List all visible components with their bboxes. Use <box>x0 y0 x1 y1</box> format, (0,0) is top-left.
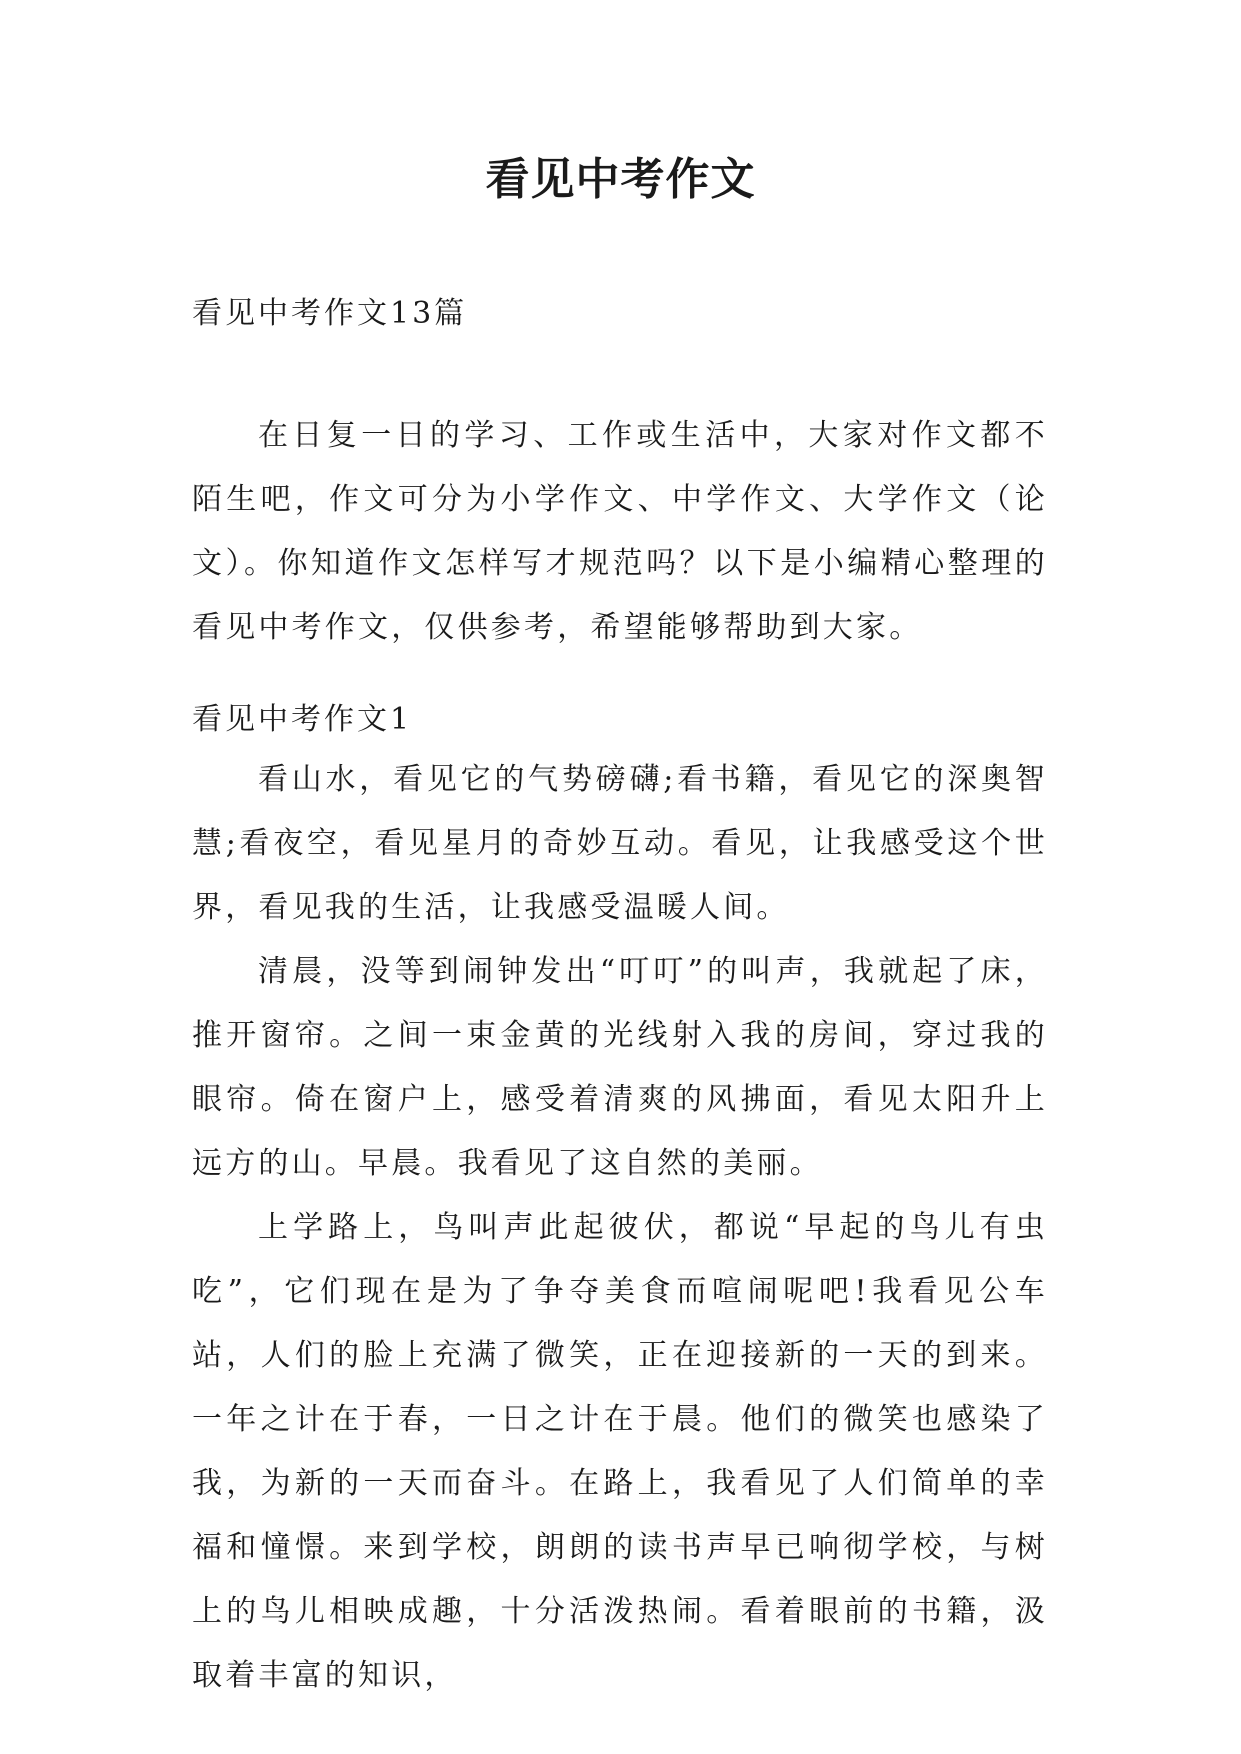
document-title: 看见中考作文 <box>485 154 756 205</box>
intro-section <box>192 404 1048 660</box>
essay-body <box>192 748 1048 1708</box>
section-heading: 看见中考作文1 <box>192 702 413 737</box>
essay-paragraph: 上学路上，鸟叫声此起彼伏，都说“早起的鸟儿有虫吃”，它们现在是为了争夺美食而喧闹呢吧!我看见公车站，人们的脸上充满了微笑，正在迎接新的一天的到来。一年之计在于春，一日之计在于晨。他们的微笑也感染了我，为新的一天而奋斗。在路上，我看见了人们简单的幸福和憧憬。来到学校，朗朗的读书声早已响彻学校，与树上的鸟儿相映成趣，十分活泼热闹。看着眼前的书籍，汲取着丰富的知识， <box>192 1210 1048 1693</box>
intro-paragraph: 在日复一日的学习、工作或生活中，大家对作文都不陌生吧，作文可分为小学作文、中学作文、大学作文（论文）。你知道作文怎样写才规范吗？以下是小编精心整理的看见中考作文，仅供参考，希望能够帮助到大家。 <box>192 418 1048 645</box>
document-subtitle: 看见中考作文13篇 <box>192 296 468 331</box>
essay-paragraph: 看山水，看见它的气势磅礴;看书籍，看见它的深奥智慧;看夜空，看见星月的奇妙互动。看见，让我感受这个世界，看见我的生活，让我感受温暖人间。 <box>192 762 1048 925</box>
essay-paragraph: 清晨，没等到闹钟发出“叮叮”的叫声，我就起了床，推开窗帘。之间一束金黄的光线射入我的房间，穿过我的眼帘。倚在窗户上，感受着清爽的风拂面，看见太阳升上远方的山。早晨。我看见了这自然的美丽。 <box>192 954 1048 1181</box>
